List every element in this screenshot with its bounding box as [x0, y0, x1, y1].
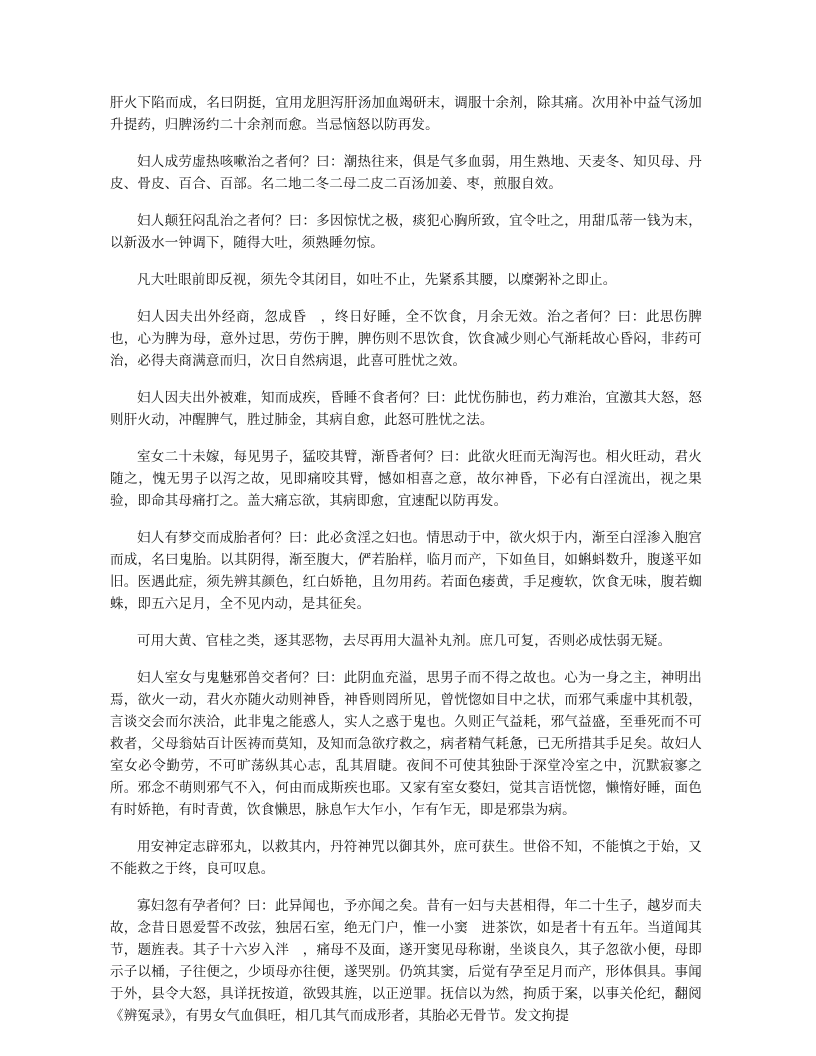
paragraph-husband-away: 妇人因夫出外经商，忽成昏 ，终日好睡，全不饮食，月余无效。治之者何？曰：此思伤脾也，心为脾为母，意外过思，劳伤于脾，脾伤则不思饮食，饮食减少则心气渐耗故心昏闷，非药可治，必得夫商满意而归，次日自然病退，此喜可胜忧之效。	[110, 309, 702, 369]
paragraph-husband-hardship: 妇人因夫出外被难，知而成疾，昏睡不食者何？曰：此忧伤肺也，药力难治，宜激其大怒，怒则肝火动，冲醒脾气，胜过肺金，其病自愈，此怒可胜忧之法。	[110, 390, 702, 428]
paragraph-consumptive-fever: 妇人成劳虚热咳嗽治之者何？曰：潮热往来，俱是气多血弱，用生熟地、天麦冬、知贝母、丹皮、骨皮、百合、百部。名二地二冬二母二皮二百汤加姜、枣，煎服自效。	[110, 154, 702, 192]
paragraph-calming-pill: 用安神定志辟邪丸，以救其内，丹符神咒以御其外，庶可获生。世俗不知，不能慎之于始，又不能救之于终，良可叹息。	[110, 839, 702, 877]
paragraph-widow-pregnancy: 寡妇忽有孕者何？曰：此异闻也，予亦闻之矣。昔有一妇与夫甚相得，年二十生子，越岁而夫故，念昔日恩爱誓不改弦，独居石室，绝无门户，惟一小窦 进茶饮，如是者十有五年。当道闻其节，题旌表。其子十六岁入泮 ，痛母不及面，遂开窦见母称谢，坐谈良久，其子忽欲小便，母即示子以桶，子往便之，少顷母亦往便，遂哭别。仍筑其窦，后觉有孕至足月而产，形体俱具。事闻于外，县令大怒，具详抚按道，欲毁其旌，以正逆罪。抚信以为然，拘质于案，以事关伦纪，翻阅《辨冤录》，有男女气血俱旺，相几其气而成形者，其胎必无骨节。发文拘提	[110, 898, 702, 1024]
paragraph-vomiting: 凡大吐眼前即反视，须先令其闭目，如吐不止，先紧系其腰，以糜粥补之即止。	[137, 272, 617, 288]
paragraph-mania: 妇人颠狂闷乱治之者何？曰：多因惊忧之极，痰犯心胸所致，宜令吐之，用甜瓜蒂一钱为末，以新汲水一钟调下，随得大吐，须熟睡勿惊。	[110, 213, 702, 251]
paragraph-treatment: 可用大黄、官桂之类，逐其恶物，去尽再用大温补丸剂。庶几可复，否则必成怯弱无疑。	[137, 633, 672, 649]
paragraph-ghost-intercourse: 妇人室女与鬼魅邪兽交者何？曰：此阴血充溢，思男子而不得之故也。心为一身之主，神明出焉，欲火一动，君火亦随火动则神昏，神昏则罔所见，曾恍惚如目中之状，而邪气乘虚中其机彀，言谈交会而尔浃洽，此非鬼之能惑人，实人之惑于鬼也。久则正气益耗，邪气益盛，至垂死而不可救者，父母翁姑百计医祷而莫知，及知而急欲疗救之，病者精气耗惫，已无所措其手足矣。故妇人室女必令勤劳，不可旷荡纵其心志，乱其眉睫。夜间不可使其独卧于深堂冷室之中，沉默寂寥之所。邪念不萌则邪气不入，何由而成斯疾也耶。又家有室女婺妇，觉其言语恍惚，懒惰好睡，面色有时娇艳，有时青黄，饮食懒思，脉息乍大乍小，乍有乍无，即是邪祟为病。	[110, 670, 702, 818]
paragraph-yin-ting: 肝火下陷而成，名曰阴挺，宜用龙胆泻肝汤加血竭研末，调服十余剂，除其痛。次用补中益气汤加升提药，归脾汤约二十余剂而愈。当忌恼怒以防再发。	[110, 95, 702, 133]
paragraph-ghost-pregnancy: 妇人有梦交而成胎者何？曰：此必贪淫之妇也。情思动于中，欲火炽于内，渐至白淫渗入胞宫而成，名曰鬼胎。以其阴得，渐至腹大，俨若胎样，临月而产，下如鱼目，如蝌蚪数升，腹遂平如旧。医遇此症，须先辨其颜色，红白娇艳，且勿用药。若面色痿黄，手足瘦软，饮食无味，腹若蜘蛛，即五六足月，全不见内动，是其征矣。	[110, 530, 702, 612]
document-page	[110, 92, 702, 1042]
paragraph-unmarried-girl: 室女二十未嫁，每见男子，猛咬其臂，渐昏者何？曰：此欲火旺而无淘泻也。相火旺动，君火随之，愧无男子以泻之故，见即痛咬其臂，憾如相喜之意，故尔神昏，下必有白淫流出，视之果验，即命其母痛打之。盖大痛忘欲，其病即愈，宜速配以防再发。	[110, 449, 702, 509]
